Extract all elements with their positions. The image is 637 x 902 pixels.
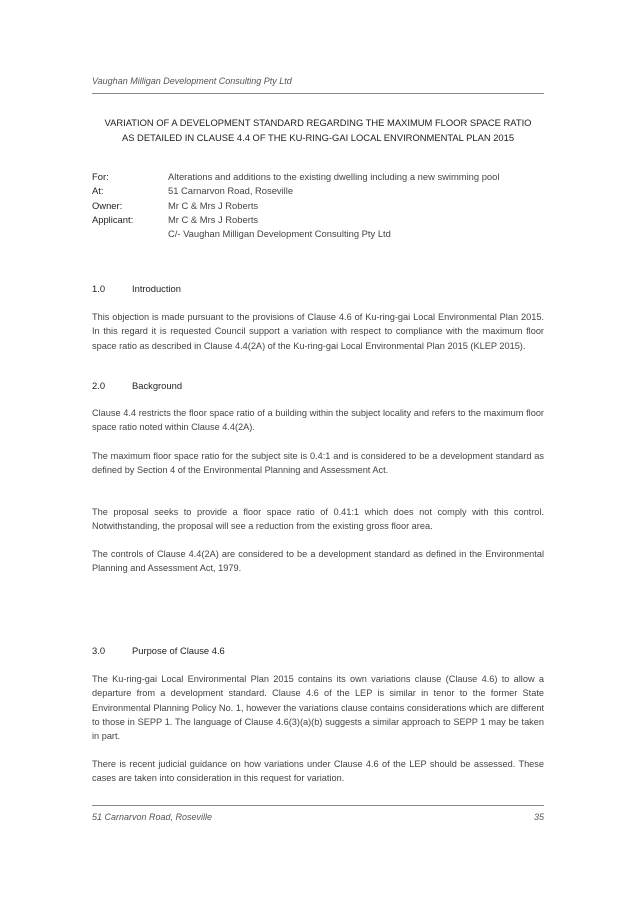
title-line-1: VARIATION OF A DEVELOPMENT STANDARD REGARDING THE MAXIMUM FLOOR SPACE RATIO (104, 117, 532, 128)
section-number: 3.0 (92, 645, 106, 656)
paragraph: The controls of Clause 4.4(2A) are considered to be a development standard as defined in the Environmental Planning and Assessment Act, 1979. (92, 549, 544, 574)
detail-value: Mr C & Mrs J Roberts (168, 213, 259, 225)
paragraph: The Ku-ring-gai Local Environmental Plan 2015 contains its own variations clause (Clause 4.6) to allow a departure from a development standard. Clause 4.6 of the LEP is similar in tenor to the former State Environmental Planning Policy No. 1, however the variations clause contains considerations which are different to those in SEPP 1. The language of Clause 4.6(3)(a)(b) suggests a similar approach to SEPP 1 may be taken in part. (92, 674, 544, 742)
document-title (92, 115, 544, 145)
detail-value: Alterations and additions to the existing dwelling including a new swimming pool (168, 171, 500, 182)
section-title: Background (132, 380, 183, 391)
page-number: 35 (533, 812, 544, 822)
detail-value: Mr C & Mrs J Roberts (168, 199, 259, 211)
section-number: 1.0 (92, 283, 106, 294)
section-number: 2.0 (92, 380, 106, 391)
section-heading-purpose (92, 645, 225, 656)
detail-value: C/- Vaughan Milligan Development Consulting Pty Ltd (168, 228, 391, 240)
detail-label: For: (92, 171, 109, 182)
application-details (92, 170, 544, 241)
header-rule (92, 93, 544, 94)
detail-row-for (92, 170, 544, 184)
detail-label: At: (92, 185, 104, 197)
section-heading-background (92, 380, 182, 391)
detail-label (92, 227, 168, 241)
section-title: Purpose of Clause 4.6 (132, 645, 225, 656)
running-header: Vaughan Milligan Development Consulting Pty Ltd (92, 76, 292, 86)
paragraph: This objection is made pursuant to the provisions of Clause 4.6 of Ku-ring-gai Local Environmental Plan 2015. In this regard it is requested Council support a variation with respect to compliance with the maximum floor space ratio as described in Clause 4.4(2A) of the Ku-ring-gai Local Environmental Plan 2015 (KLEP 2015). (92, 312, 544, 351)
title-line-2: AS DETAILED IN CLAUSE 4.4 OF THE KU-RING-GAI LOCAL ENVIRONMENTAL PLAN 2015 (121, 132, 515, 143)
paragraph: There is recent judicial guidance on how variations under Clause 4.6 of the LEP should be assessed. These cases are taken into consideration in this request for variation. (92, 759, 544, 784)
detail-label: Owner: (92, 199, 123, 211)
paragraph: The proposal seeks to provide a floor space ratio of 0.41:1 which does not comply with this control. Notwithstanding, the proposal will see a reduction from the existing gross floor area. (92, 507, 544, 532)
paragraph: The maximum floor space ratio for the subject site is 0.4:1 and is considered to be a development standard as defined by Section 4 of the Environmental Planning and Assessment Act. (92, 451, 544, 476)
detail-row-applicant (92, 213, 544, 227)
paragraph: Clause 4.4 restricts the floor space ratio of a building within the subject locality and refers to the maximum floor space ratio noted within Clause 4.4(2A). (92, 408, 544, 433)
footer-rule (92, 805, 544, 806)
footer-address: 51 Carnarvon Road, Roseville (92, 812, 213, 822)
detail-row-owner (92, 199, 544, 213)
detail-label: Applicant: (92, 213, 134, 225)
section-title: Introduction (132, 283, 181, 294)
detail-value: 51 Carnarvon Road, Roseville (168, 185, 294, 197)
detail-row-applicant-care-of (92, 227, 544, 241)
detail-row-at (92, 184, 544, 198)
section-heading-introduction (92, 283, 181, 294)
